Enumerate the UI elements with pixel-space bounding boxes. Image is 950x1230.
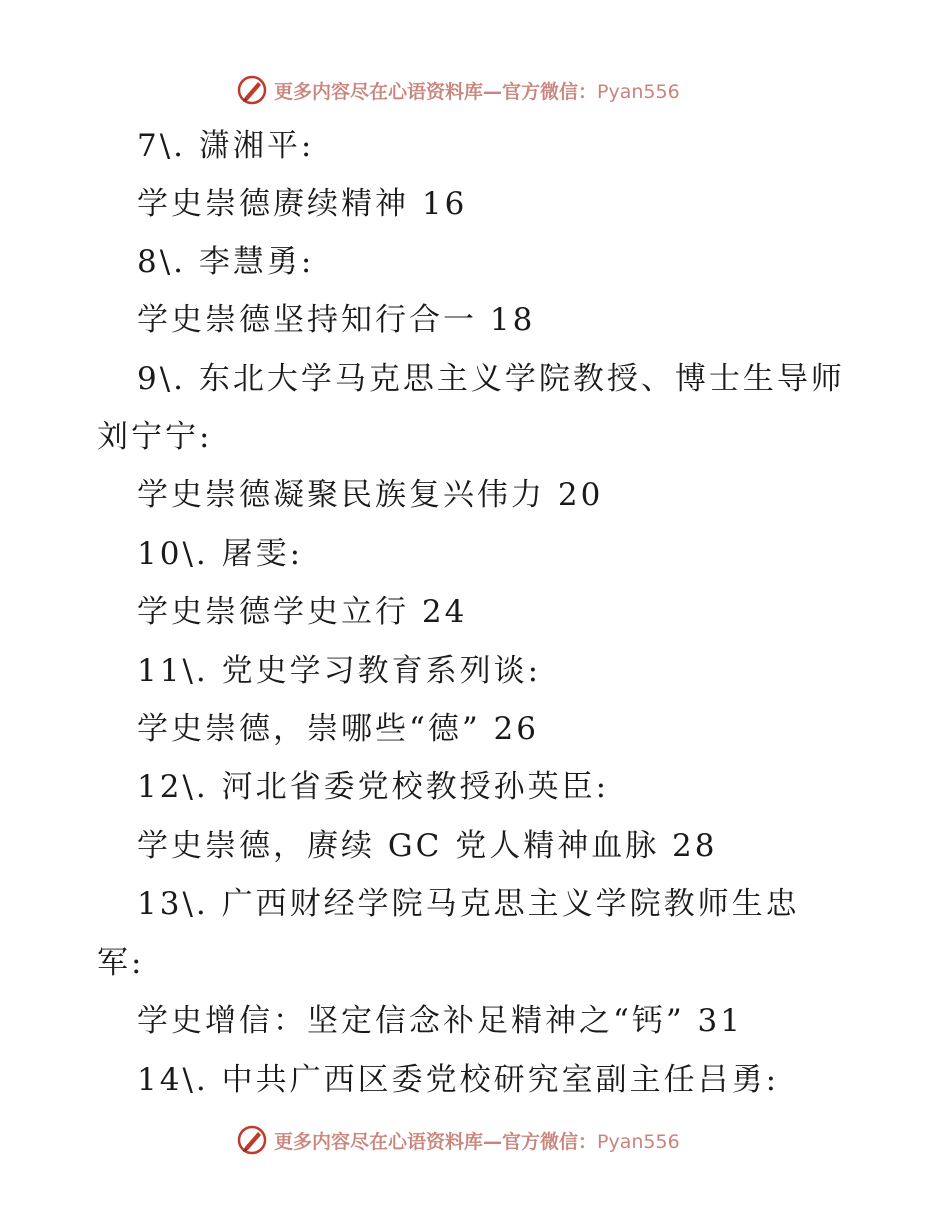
toc-line: 10\. 屠雯: bbox=[137, 536, 304, 572]
toc-line: 13\. 广西财经学院马克思主义学院教师生忠 bbox=[137, 886, 800, 922]
toc-line: 7\. 潇湘平: bbox=[137, 128, 315, 164]
toc-line: 9\. 东北大学马克思主义学院教授、博士生导师 bbox=[137, 361, 845, 397]
toc-line: 学史崇德，崇哪些“德” 26 bbox=[137, 711, 539, 747]
pen-logo-icon bbox=[236, 74, 268, 106]
toc-line: 学史崇德坚持知行合一 18 bbox=[137, 302, 536, 338]
toc-line: 刘宁宁: bbox=[97, 419, 213, 455]
toc-line: 学史崇德学史立行 24 bbox=[137, 594, 468, 630]
pen-logo-icon bbox=[236, 1124, 268, 1156]
watermark-header bbox=[236, 73, 680, 107]
toc-line: 学史增信：坚定信念补足精神之“钙” 31 bbox=[137, 1003, 743, 1039]
watermark-text: 更多内容尽在心语资料库—官方微信：Pyan556 bbox=[274, 1130, 680, 1153]
toc-line: 8\. 李慧勇: bbox=[137, 244, 315, 280]
watermark-footer bbox=[236, 1123, 680, 1157]
toc-line: 学史崇德赓续精神 16 bbox=[137, 186, 468, 222]
toc-line: 军: bbox=[97, 945, 145, 981]
toc-line: 学史崇德，赓续 GC 党人精神血脉 28 bbox=[137, 828, 718, 864]
toc-line: 14\. 中共广西区委党校研究室副主任吕勇: bbox=[137, 1062, 780, 1098]
toc-line: 学史崇德凝聚民族复兴伟力 20 bbox=[137, 477, 604, 513]
watermark-wechat-id: Pyan556 bbox=[597, 80, 680, 103]
watermark-text: 更多内容尽在心语资料库—官方微信：Pyan556 bbox=[274, 80, 680, 103]
toc-line: 12\. 河北省委党校教授孙英臣: bbox=[137, 769, 610, 805]
toc-line: 11\. 党史学习教育系列谈: bbox=[137, 653, 542, 689]
watermark-wechat-id: Pyan556 bbox=[597, 1130, 680, 1153]
